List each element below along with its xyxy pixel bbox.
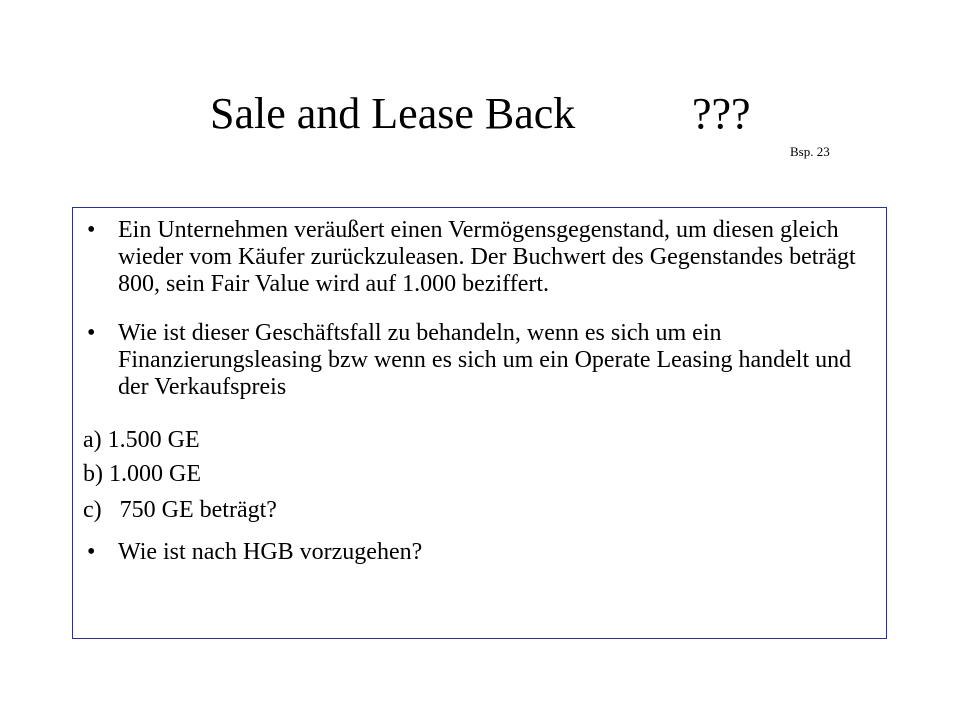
bullet-icon: • — [87, 539, 96, 565]
content-box — [72, 207, 887, 639]
example-reference: Bsp. 23 — [790, 144, 830, 159]
sub-item-option-b: b) 1.000 GE — [83, 461, 201, 487]
bullet-icon: • — [87, 217, 96, 243]
bullet-text: Wie ist dieser Geschäftsfall zu behandeln, wenn es sich um ein Finanzierungsleasing bzw wenn es sich um ein Operate Leasing handelt und der Verkaufspreis — [118, 320, 852, 400]
bullet-icon: • — [87, 320, 96, 346]
title-question-marks: ??? — [692, 89, 751, 138]
sub-item-option-a: a) 1.500 GE — [83, 427, 200, 453]
bullet-text: Ein Unternehmen veräußert einen Vermögensgegenstand, um diesen gleich wieder vom Käufer zurückzuleasen. Der Buchwert des Gegenstandes beträgt 800, sein Fair Value wird auf 1.000 beziffert. — [118, 217, 856, 297]
bullet-text: Wie ist nach HGB vorzugehen? — [118, 539, 423, 565]
slide-title: Sale and Lease Back — [210, 89, 576, 138]
sub-item-option-c: c) 750 GE beträgt? — [83, 497, 277, 523]
